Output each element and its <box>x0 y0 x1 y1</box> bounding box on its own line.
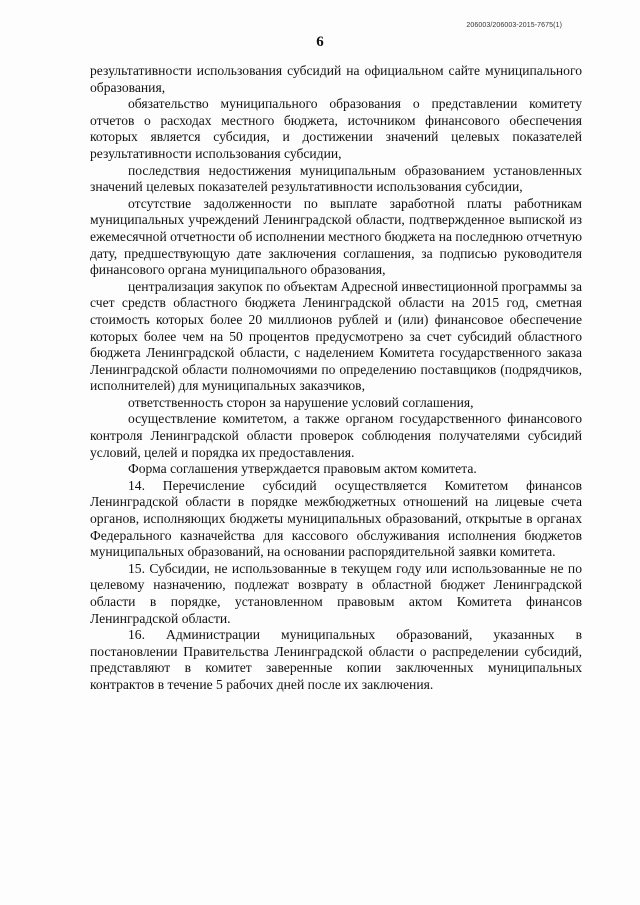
paragraph-continuation: результативности использования субсидий на официальном сайте муниципального образования, <box>90 63 582 95</box>
paragraph-item-14: 14. Перечисление субсидий осуществляется Комитетом финансов Ленинградской области в порядке межбюджетных отношений на лицевые счета органов, исполняющих бюджеты муниципальных образований, открытые в органах Федерального казначейства для кассового обслуживания исполнения бюджетов муниципальных образований, на основании распорядительной заявки комитета. <box>90 477 582 560</box>
paragraph-consequences: последствия недостижения муниципальным образованием установленных значений целевых показателей результативности использования субсидии, <box>90 162 582 195</box>
document-registration-number: 206003/206003-2015-7675(1) <box>466 22 562 29</box>
paragraph-item-16: 16. Администрации муниципальных образований, указанных в постановлении Правительства Ленинградской области о распределении субсидий, представляют в комитет заверенные копии заключенных муниципальных контрактов в течение 5 рабочих дней после их заключения. <box>90 627 582 692</box>
document-body <box>90 63 582 694</box>
paragraph-control: осуществление комитетом, а также органом государственного финансового контроля Ленинградской области проверок соблюдения получателями субсидий условий, целей и порядка их предоставления. <box>90 411 582 460</box>
paragraph-reporting-obligation: обязательство муниципального образования о представлении комитету отчетов о расходах местного бюджета, источником финансового обеспечения которых является субсидия, и достижении значений целевых показателей результативности использования субсидии, <box>90 96 582 161</box>
paragraph-procurement-centralization: централизация закупок по объектам Адресной инвестиционной программы за счет средств областного бюджета Ленинградской области на 2015 год, сметная стоимость которых более 20 миллионов рублей и (или) финансовое обеспечение которых более чем на 50 процентов предусмотрено за счет субсидий областного бюджета Ленинградской области, с наделением Комитета государственного заказа Ленинградской области полномочиями по определению поставщиков (подрядчиков, исполнителей) для муниципальных заказчиков, <box>90 278 582 394</box>
paragraph-no-wage-arrears: отсутствие задолженности по выплате заработной платы работникам муниципальных учреждений Ленинградской области, подтвержденное выпиской из ежемесячной отчетности об исполнении местного бюджета на последнюю отчетную дату, предшествующую дате заключения соглашения, за подписью руководителя финансового органа муниципального образования, <box>90 195 582 278</box>
paragraph-agreement-form: Форма соглашения утверждается правовым актом комитета. <box>128 461 477 477</box>
page-number: 6 <box>316 34 324 50</box>
paragraph-responsibility: ответственность сторон за нарушение условий соглашения, <box>128 394 474 410</box>
paragraph-item-15: 15. Субсидии, не использованные в текущем году или использованные не по целевому назначению, подлежат возврату в областной бюджет Ленинградской области в порядке, установленном правовым актом Комитета финансов Ленинградской области. <box>90 560 582 626</box>
